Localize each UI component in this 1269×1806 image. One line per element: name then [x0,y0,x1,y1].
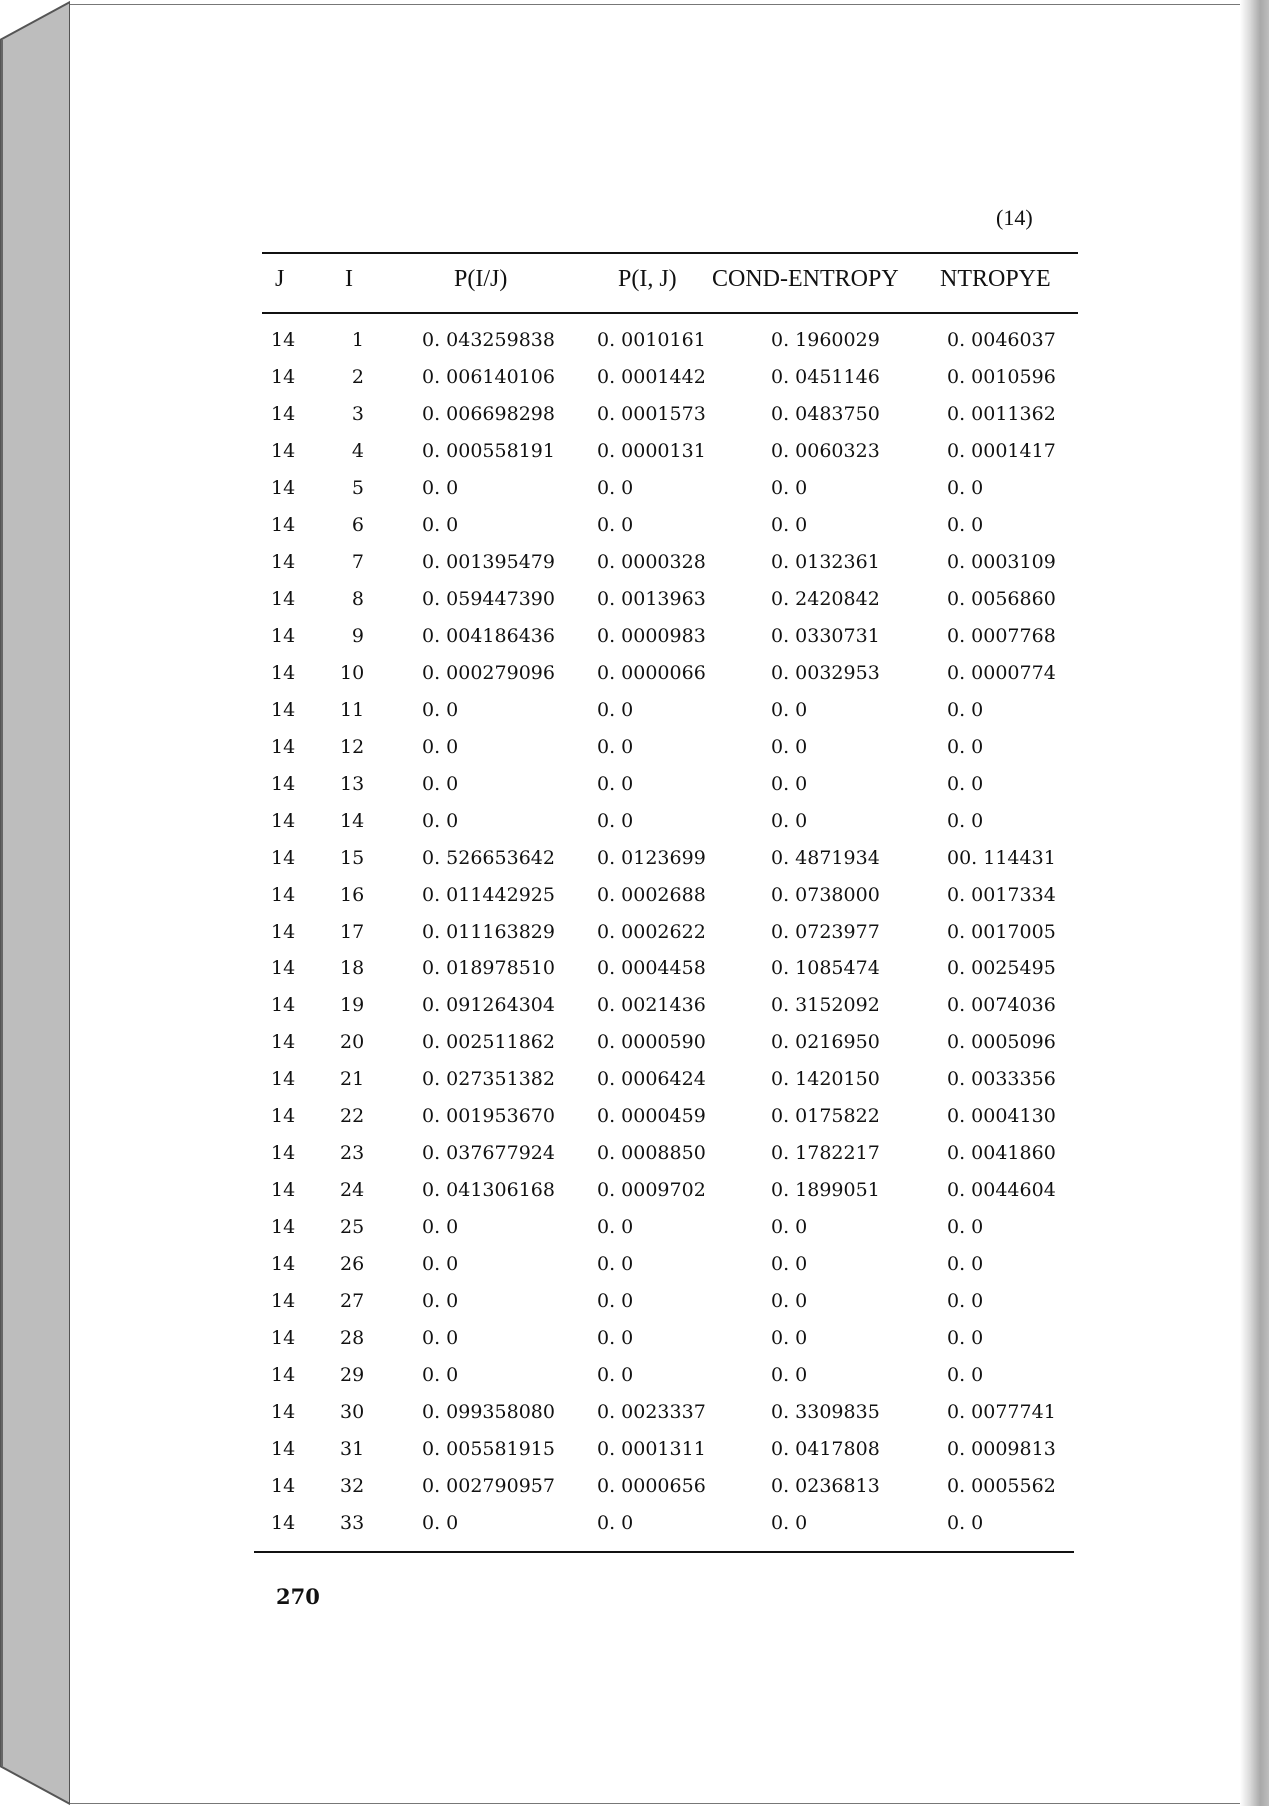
cell-cond-entropy: 0. 0 [771,735,808,758]
cell-j: 14 [271,476,296,499]
cell-p-i-j: 0. 0004458 [597,957,706,980]
cell-j: 14 [271,365,296,388]
cell-j: 14 [271,550,296,573]
cell-i: 26 [340,1253,365,1276]
cell-cond-entropy: 0. 1420150 [771,1068,880,1091]
cell-p-i-j: 0. 0000131 [597,439,706,462]
cell-i: 3 [351,402,364,425]
cell-i: 25 [340,1216,365,1239]
cell-entropy: 0. 0010596 [947,365,1056,388]
cell-cond-entropy: 0. 1960029 [771,329,880,351]
table-row [0,736,1269,770]
cell-i: 31 [340,1438,365,1461]
cell-j: 14 [271,809,296,832]
cell-entropy: 0. 0005562 [947,1475,1056,1498]
cell-cond-entropy: 0. 0175822 [771,1105,880,1128]
cell-cond-entropy: 0. 0 [771,1253,808,1276]
cell-i: 20 [340,1031,365,1054]
cell-i: 9 [351,624,364,647]
cell-j: 14 [271,1142,296,1165]
table-row [0,403,1269,437]
cell-cond-entropy: 0. 0 [771,1364,808,1387]
cell-p-i-j: 0. 0 [597,1512,634,1535]
cell-entropy: 0. 0017005 [947,920,1056,943]
cell-p-i-j: 0. 0 [597,1253,634,1276]
table-row [0,810,1269,844]
cell-p-i-given-j: 0. 0 [422,513,459,536]
table-row [0,1031,1269,1065]
cell-entropy: 0. 0000774 [947,661,1056,684]
cell-cond-entropy: 0. 0032953 [771,661,880,684]
cell-i: 27 [340,1290,365,1313]
table-bottom-rule [254,1551,1074,1553]
cell-j: 14 [271,1512,296,1535]
cell-p-i-given-j: 0. 006698298 [422,402,555,425]
cell-p-i-given-j: 0. 0 [422,1216,459,1239]
cell-entropy: 0. 0003109 [947,550,1056,573]
cell-i: 24 [340,1179,365,1202]
cell-p-i-given-j: 0. 0 [422,735,459,758]
table-row [0,884,1269,918]
cell-entropy: 0. 0056860 [947,587,1056,610]
cell-p-i-given-j: 0. 002790957 [422,1475,555,1498]
cell-j: 14 [271,1327,296,1350]
header-i: I [345,266,353,292]
table-row [0,1142,1269,1176]
page-number: 270 [276,1584,320,1609]
cell-p-i-j: 0. 0000459 [597,1105,706,1128]
table-row [0,625,1269,659]
cell-cond-entropy: 0. 0 [771,1327,808,1350]
cell-i: 18 [340,957,365,980]
cell-i: 32 [340,1475,365,1498]
cell-entropy: 0. 0 [947,1327,984,1350]
cell-p-i-j: 0. 0000328 [597,550,706,573]
table-row [0,588,1269,622]
cell-p-i-given-j: 0. 027351382 [422,1068,555,1091]
cell-p-i-given-j: 0. 001395479 [422,550,555,573]
cell-j: 14 [271,1253,296,1276]
cell-entropy: 0. 0 [947,476,984,499]
header-cond-entropy: COND-ENTROPY [712,266,899,292]
cell-i: 28 [340,1327,365,1350]
cell-cond-entropy: 0. 0 [771,1512,808,1535]
cell-p-i-given-j: 0. 005581915 [422,1438,555,1461]
cell-i: 12 [340,735,365,758]
cell-j: 14 [271,846,296,869]
cell-cond-entropy: 0. 4871934 [771,846,880,869]
cell-i: 19 [340,994,365,1017]
cell-cond-entropy: 0. 1085474 [771,957,880,980]
cell-p-i-given-j: 0. 0 [422,698,459,721]
cell-p-i-given-j: 0. 000558191 [422,439,555,462]
cell-entropy: 0. 0011362 [947,402,1056,425]
cell-cond-entropy: 0. 0 [771,476,808,499]
cell-entropy: 0. 0077741 [947,1401,1056,1424]
cell-p-i-j: 0. 0000066 [597,661,706,684]
cell-cond-entropy: 0. 0060323 [771,439,880,462]
table-row [0,1216,1269,1250]
cell-i: 22 [340,1105,365,1128]
cell-cond-entropy: 0. 0 [771,513,808,536]
cell-p-i-j: 0. 0023337 [597,1401,706,1424]
cell-i: 10 [340,661,365,684]
cell-j: 14 [271,624,296,647]
cell-j: 14 [271,402,296,425]
cell-entropy: 0. 0 [947,772,984,795]
cell-p-i-given-j: 0. 002511862 [422,1031,555,1054]
table-row [0,1327,1269,1361]
cell-p-i-given-j: 0. 000279096 [422,661,555,684]
header-p-i-given-j: P(I/J) [454,266,508,292]
table-row [0,477,1269,511]
cell-p-i-given-j: 0. 001953670 [422,1105,555,1128]
table-row [0,329,1269,363]
cell-entropy: 0. 0001417 [947,439,1056,462]
cell-p-i-j: 0. 0 [597,513,634,536]
cell-j: 14 [271,994,296,1017]
cell-entropy: 0. 0 [947,513,984,536]
cell-p-i-given-j: 0. 091264304 [422,994,555,1017]
cell-entropy: 00. 114431 [947,846,1056,869]
cell-entropy: 0. 0 [947,1290,984,1313]
cell-p-i-j: 0. 0 [597,735,634,758]
cell-entropy: 0. 0004130 [947,1105,1056,1128]
cell-i: 6 [351,513,364,536]
cell-p-i-given-j: 0. 037677924 [422,1142,555,1165]
cell-j: 14 [271,1216,296,1239]
table-row [0,994,1269,1028]
cell-i: 2 [351,365,364,388]
cell-i: 29 [340,1364,365,1387]
cell-cond-entropy: 0. 2420842 [771,587,880,610]
table-row [0,1290,1269,1324]
cell-j: 14 [271,329,296,351]
cell-p-i-given-j: 0. 0 [422,476,459,499]
table-row [0,1253,1269,1287]
cell-i: 4 [351,439,364,462]
cell-p-i-given-j: 0. 0 [422,772,459,795]
cell-p-i-j: 0. 0 [597,1327,634,1350]
cell-p-i-j: 0. 0000983 [597,624,706,647]
cell-p-i-j: 0. 0000656 [597,1475,706,1498]
cell-j: 14 [271,735,296,758]
cell-i: 33 [340,1512,365,1535]
table-row [0,1068,1269,1102]
header-p-i-j: P(I, J) [618,266,677,292]
cell-j: 14 [271,1438,296,1461]
cell-j: 14 [271,772,296,795]
cell-cond-entropy: 0. 0 [771,1216,808,1239]
table-row [0,1401,1269,1435]
cell-i: 30 [340,1401,365,1424]
cell-j: 14 [271,1105,296,1128]
cell-entropy: 0. 0 [947,698,984,721]
cell-p-i-j: 0. 0001442 [597,365,706,388]
cell-cond-entropy: 0. 0216950 [771,1031,880,1054]
cell-i: 13 [340,772,365,795]
cell-p-i-j: 0. 0001573 [597,402,706,425]
table-row [0,773,1269,807]
cell-cond-entropy: 0. 0 [771,809,808,832]
cell-p-i-given-j: 0. 0 [422,1290,459,1313]
cell-cond-entropy: 0. 0738000 [771,883,880,906]
cell-p-i-given-j: 0. 0 [422,1327,459,1350]
table-row [0,1512,1269,1546]
cell-cond-entropy: 0. 3309835 [771,1401,880,1424]
cell-entropy: 0. 0009813 [947,1438,1056,1461]
cell-i: 1 [351,329,364,351]
cell-i: 11 [340,698,365,721]
cell-p-i-j: 0. 0 [597,1290,634,1313]
table-row [0,1475,1269,1509]
cell-cond-entropy: 0. 1782217 [771,1142,880,1165]
cell-p-i-given-j: 0. 0 [422,809,459,832]
cell-p-i-given-j: 0. 0 [422,1253,459,1276]
cell-cond-entropy: 0. 0 [771,772,808,795]
table-row [0,514,1269,548]
cell-p-i-j: 0. 0021436 [597,994,706,1017]
cell-entropy: 0. 0044604 [947,1179,1056,1202]
cell-j: 14 [271,698,296,721]
cell-p-i-given-j: 0. 099358080 [422,1401,555,1424]
table-row [0,1438,1269,1472]
cell-p-i-given-j: 0. 526653642 [422,846,555,869]
cell-p-i-j: 0. 0010161 [597,329,706,351]
cell-j: 14 [271,439,296,462]
cell-p-i-j: 0. 0002622 [597,920,706,943]
cell-p-i-j: 0. 0009702 [597,1179,706,1202]
cell-cond-entropy: 0. 0 [771,1290,808,1313]
cell-p-i-j: 0. 0013963 [597,587,706,610]
table-row [0,1179,1269,1213]
cell-p-i-j: 0. 0 [597,772,634,795]
cell-i: 16 [340,883,365,906]
cell-cond-entropy: 0. 0132361 [771,550,880,573]
cell-i: 23 [340,1142,365,1165]
cell-cond-entropy: 0. 0236813 [771,1475,880,1498]
cell-j: 14 [271,587,296,610]
cell-p-i-j: 0. 0008850 [597,1142,706,1165]
cell-entropy: 0. 0033356 [947,1068,1056,1091]
table-row [0,551,1269,585]
table-row [0,662,1269,696]
cell-entropy: 0. 0046037 [947,329,1056,351]
cell-entropy: 0. 0 [947,809,984,832]
table-row [0,366,1269,400]
header-j: J [275,266,285,292]
cell-cond-entropy: 0. 0 [771,698,808,721]
cell-p-i-j: 0. 0 [597,809,634,832]
cell-p-i-j: 0. 0000590 [597,1031,706,1054]
cell-entropy: 0. 0005096 [947,1031,1056,1054]
cell-cond-entropy: 0. 0330731 [771,624,880,647]
cell-i: 14 [340,809,365,832]
cell-entropy: 0. 0 [947,1364,984,1387]
cell-p-i-j: 0. 0006424 [597,1068,706,1091]
cell-j: 14 [271,1290,296,1313]
cell-entropy: 0. 0041860 [947,1142,1056,1165]
cell-j: 14 [271,883,296,906]
cell-i: 5 [351,476,364,499]
cell-entropy: 0. 0 [947,1253,984,1276]
cell-j: 14 [271,957,296,980]
cell-p-i-j: 0. 0001311 [597,1438,706,1461]
cell-cond-entropy: 0. 0417808 [771,1438,880,1461]
cell-entropy: 0. 0074036 [947,994,1056,1017]
cell-cond-entropy: 0. 0483750 [771,402,880,425]
cell-cond-entropy: 0. 3152092 [771,994,880,1017]
table-row [0,699,1269,733]
cell-p-i-j: 0. 0 [597,1216,634,1239]
cell-cond-entropy: 0. 1899051 [771,1179,880,1202]
cell-j: 14 [271,661,296,684]
cell-j: 14 [271,1068,296,1091]
cell-p-i-j: 0. 0123699 [597,846,706,869]
table-row [0,847,1269,881]
cell-i: 21 [340,1068,365,1091]
cell-p-i-j: 0. 0 [597,1364,634,1387]
cell-entropy: 0. 0007768 [947,624,1056,647]
cell-p-i-given-j: 0. 059447390 [422,587,555,610]
table-row [0,957,1269,991]
table-row [0,1364,1269,1398]
cell-p-i-given-j: 0. 018978510 [422,957,555,980]
cell-cond-entropy: 0. 0451146 [771,365,880,388]
cell-p-i-given-j: 0. 041306168 [422,1179,555,1202]
cell-entropy: 0. 0 [947,735,984,758]
cell-i: 17 [340,920,365,943]
cell-j: 14 [271,920,296,943]
table-row [0,1105,1269,1139]
cell-j: 14 [271,1475,296,1498]
cell-p-i-j: 0. 0002688 [597,883,706,906]
cell-j: 14 [271,1179,296,1202]
cell-p-i-given-j: 0. 011163829 [422,920,555,943]
cell-entropy: 0. 0025495 [947,957,1056,980]
header-entropy: NTROPYE [940,266,1051,292]
cell-p-i-given-j: 0. 004186436 [422,624,555,647]
cell-p-i-given-j: 0. 006140106 [422,365,555,388]
table-row [0,440,1269,474]
cell-p-i-given-j: 0. 0 [422,1364,459,1387]
cell-p-i-given-j: 0. 011442925 [422,883,555,906]
cell-i: 15 [340,846,365,869]
cell-i: 7 [351,550,364,573]
cell-p-i-given-j: 0. 043259838 [422,329,555,351]
cell-p-i-given-j: 0. 0 [422,1512,459,1535]
cell-p-i-j: 0. 0 [597,476,634,499]
cell-entropy: 0. 0017334 [947,883,1056,906]
cell-entropy: 0. 0 [947,1216,984,1239]
cell-j: 14 [271,1031,296,1054]
table-label: (14) [996,205,1033,230]
cell-j: 14 [271,1364,296,1387]
cell-p-i-j: 0. 0 [597,698,634,721]
cell-i: 8 [351,587,364,610]
cell-entropy: 0. 0 [947,1512,984,1535]
table-row [0,921,1269,955]
cell-cond-entropy: 0. 0723977 [771,920,880,943]
cell-j: 14 [271,513,296,536]
cell-j: 14 [271,1401,296,1424]
